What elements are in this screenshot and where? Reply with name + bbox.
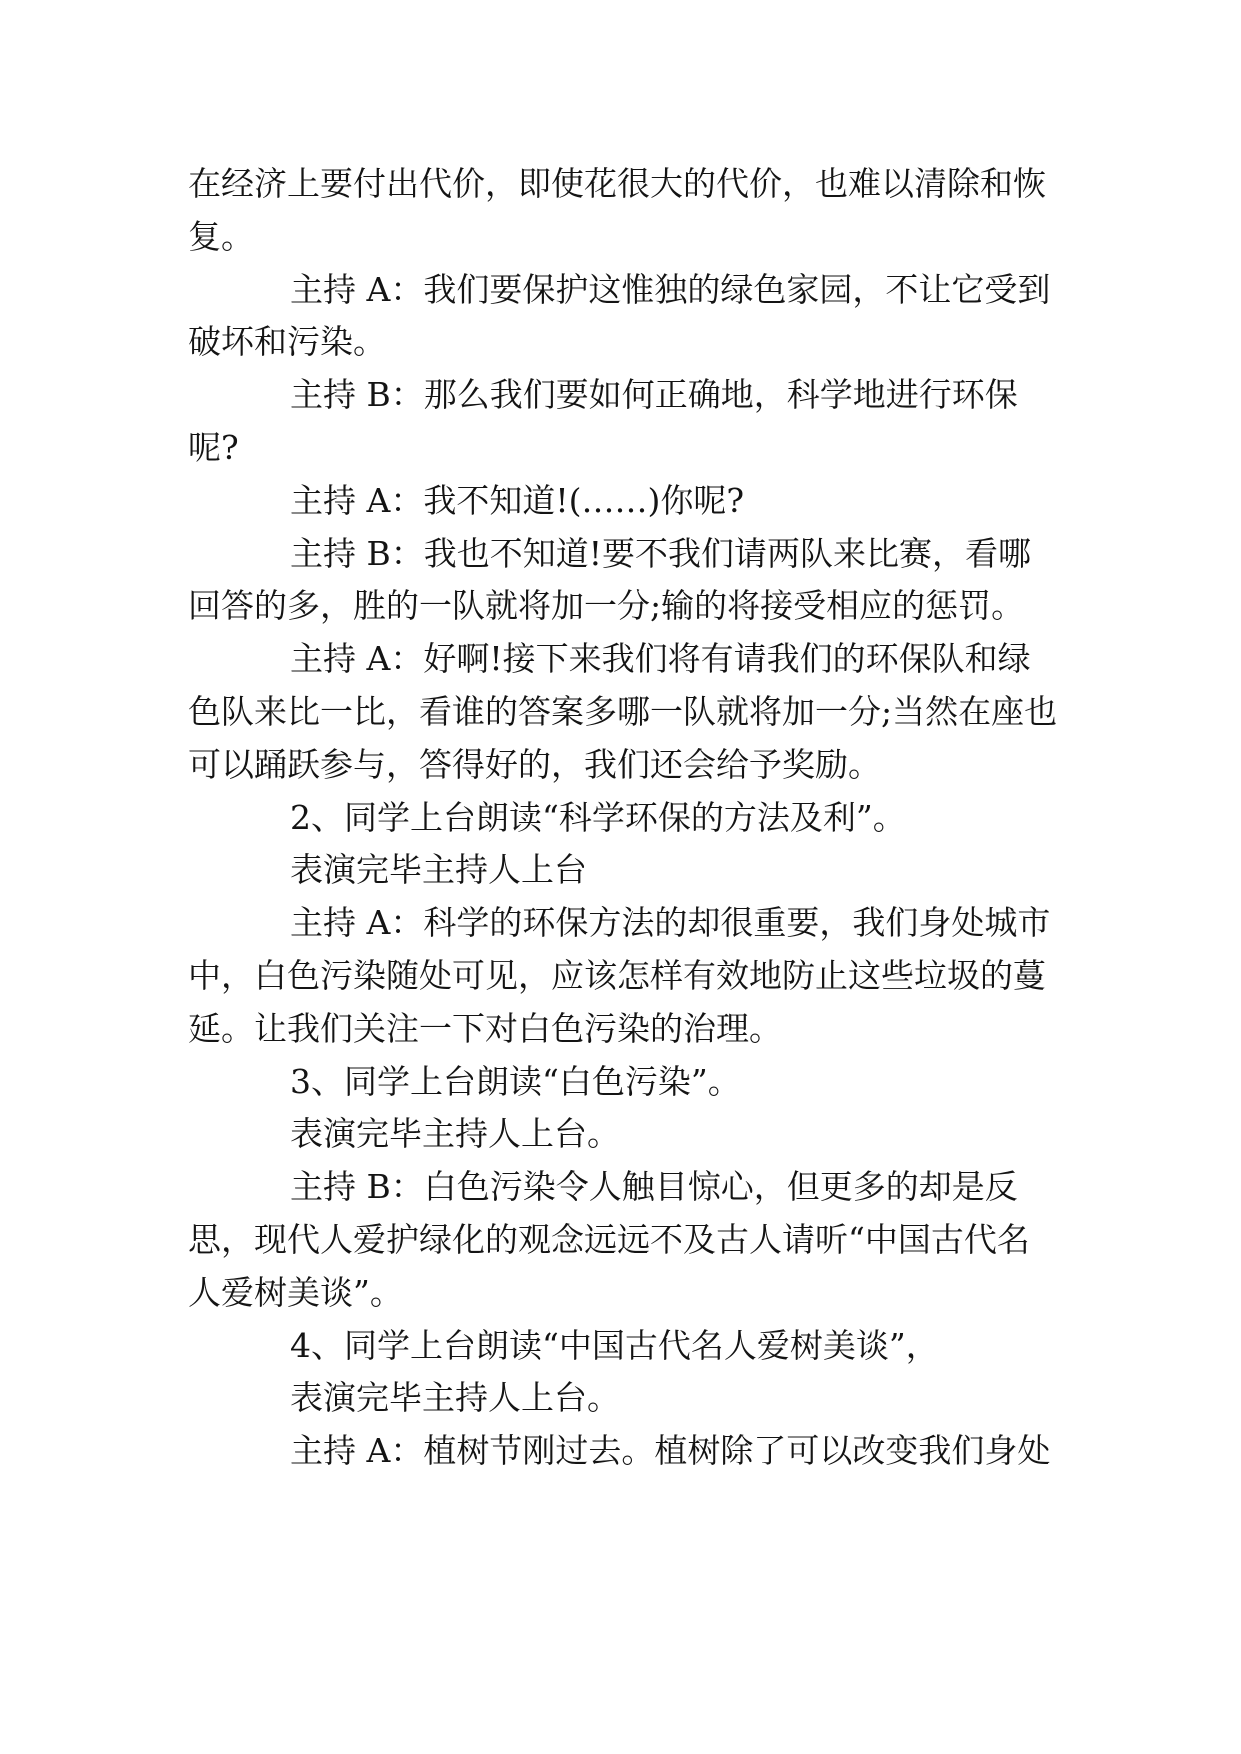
paragraph-13: 4、同学上台朗读“中国古代名人爱树美谈”， (290, 1325, 939, 1365)
paragraph-2: 主持 A：我们要保护这惟独的绿色家园，不让它受到破坏和污染。 (188, 269, 1051, 362)
paragraph-9: 主持 A：科学的环保方法的却很重要，我们身处城市中，白色污染随处可见，应该怎样有效地防止这些垃圾的蔓延。让我们关注一下对白色污染的治理。 (188, 903, 1051, 1048)
paragraph-7: 2、同学上台朗读“科学环保的方法及利”。 (290, 797, 906, 837)
paragraph-14: 表演完毕主持人上台。 (290, 1378, 620, 1418)
paragraph-11: 表演完毕主持人上台。 (290, 1114, 620, 1154)
paragraph-15: 主持 A：植树节刚过去。植树除了可以改变我们身处 (290, 1431, 1051, 1471)
document-body (188, 158, 1058, 1478)
paragraph-4: 主持 A：我不知道!(……)你呢? (290, 480, 745, 520)
paragraph-12: 主持 B：白色污染令人触目惊心，但更多的却是反思，现代人爱护绿化的观念远远不及古人请听“中国古代名人爱树美谈”。 (188, 1167, 1030, 1312)
paragraph-8: 表演完毕主持人上台 (290, 850, 587, 890)
paragraph-1: 在经济上要付出代价，即使花很大的代价，也难以清除和恢复。 (188, 164, 1046, 256)
paragraph-5: 主持 B：我也不知道!要不我们请两队来比赛，看哪回答的多，胜的一队就将加一分;输的将接受相应的惩罚。 (188, 533, 1032, 626)
paragraph-3: 主持 B：那么我们要如何正确地，科学地进行环保呢? (188, 375, 1018, 467)
paragraph-10: 3、同学上台朗读“白色污染”。 (290, 1061, 741, 1101)
paragraph-6: 主持 A：好啊!接下来我们将有请我们的环保队和绿色队来比一比，看谁的答案多哪一队就将加一分;当然在座也可以踊跃参与，答得好的，我们还会给予奖励。 (188, 639, 1058, 784)
